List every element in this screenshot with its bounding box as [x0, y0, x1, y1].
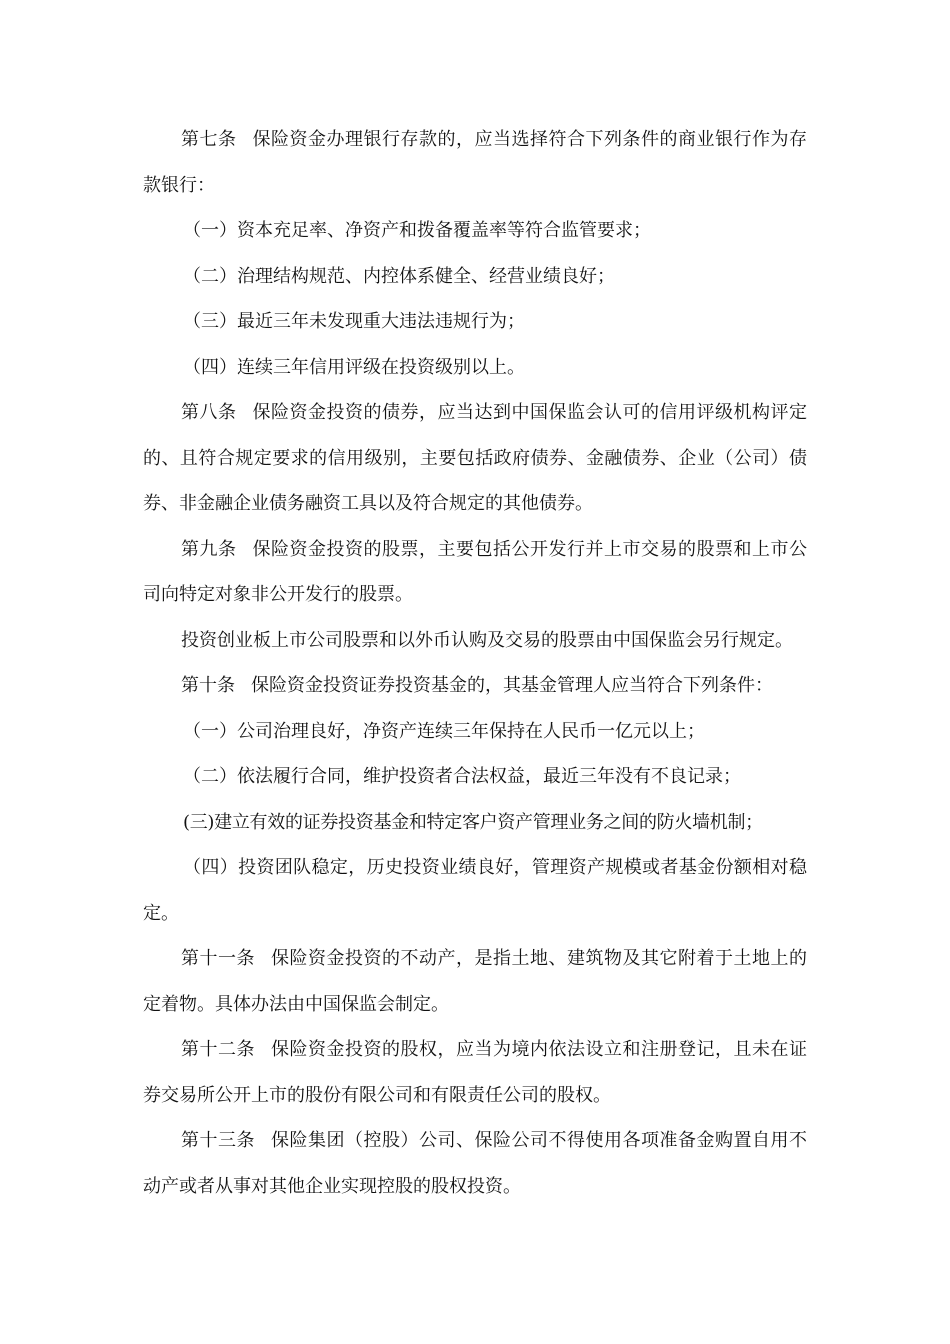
article-7-item-3: （三）最近三年未发现重大违法违规行为；: [183, 311, 525, 332]
article-11-heading: 第十一条: [181, 948, 255, 969]
article-10-text: 保险资金投资证券投资基金的，其基金管理人应当符合下列条件：: [251, 675, 773, 696]
article-7-item-4: （四）连续三年信用评级在投资级别以上。: [183, 356, 525, 378]
article-7: [143, 117, 807, 208]
article-8: [143, 390, 807, 527]
article-13-text: 保险集团（控股）公司、保险公司不得使用各项准备金购置自用不动产或者从事对其他企业实现控股的股权投资。: [143, 1130, 807, 1197]
article-10-item-4: （四）投资团队稳定，历史投资业绩良好，管理资产规模或者基金份额相对稳定。: [143, 857, 807, 924]
article-7-heading: 第七条: [181, 129, 237, 150]
article-8-text: 保险资金投资的债券，应当达到中国保监会认可的信用评级机构评定的、且符合规定要求的信用级别，主要包括政府债券、金融债券、企业（公司）债券、非金融企业债务融资工具以及符合规定的其他债券。: [143, 402, 807, 514]
article-13: [143, 1118, 807, 1209]
article-11: [143, 936, 807, 1027]
article-9: [143, 527, 807, 618]
article-9-paragraph-2: 投资创业板上市公司股票和以外币认购及交易的股票由中国保监会另行规定。: [181, 629, 793, 651]
article-10-item-1: （一）公司治理良好，净资产连续三年保持在人民币一亿元以上；: [183, 720, 705, 742]
article-9-text: 保险资金投资的股票，主要包括公开发行并上市交易的股票和上市公司向特定对象非公开发行的股票。: [143, 538, 807, 605]
article-10-heading: 第十条: [181, 675, 235, 696]
article-9-heading: 第九条: [181, 538, 237, 560]
article-8-heading: 第八条: [181, 402, 237, 423]
article-7-item-1: （一）资本充足率、净资产和拨备覆盖率等符合监管要求；: [183, 220, 651, 241]
article-12-heading: 第十二条: [181, 1039, 255, 1060]
article-7-text: 保险资金办理银行存款的，应当选择符合下列条件的商业银行作为存款银行：: [143, 129, 807, 196]
article-12-text: 保险资金投资的股权，应当为境内依法设立和注册登记，且未在证券交易所公开上市的股份有限公司和有限责任公司的股权。: [143, 1039, 807, 1106]
article-10-item-3: (三)建立有效的证券投资基金和特定客户资产管理业务之间的防火墙机制；: [183, 811, 763, 833]
article-12: [143, 1027, 807, 1118]
article-11-text: 保险资金投资的不动产，是指土地、建筑物及其它附着于土地上的定着物。具体办法由中国保监会制定。: [143, 948, 807, 1015]
article-7-item-2: （二）治理结构规范、内控体系健全、经营业绩良好；: [183, 265, 615, 287]
article-10: [143, 663, 807, 709]
document-body: [143, 117, 807, 1209]
article-13-heading: 第十三条: [181, 1130, 255, 1151]
article-10-item-2: （二）依法履行合同，维护投资者合法权益，最近三年没有不良记录；: [183, 766, 741, 787]
